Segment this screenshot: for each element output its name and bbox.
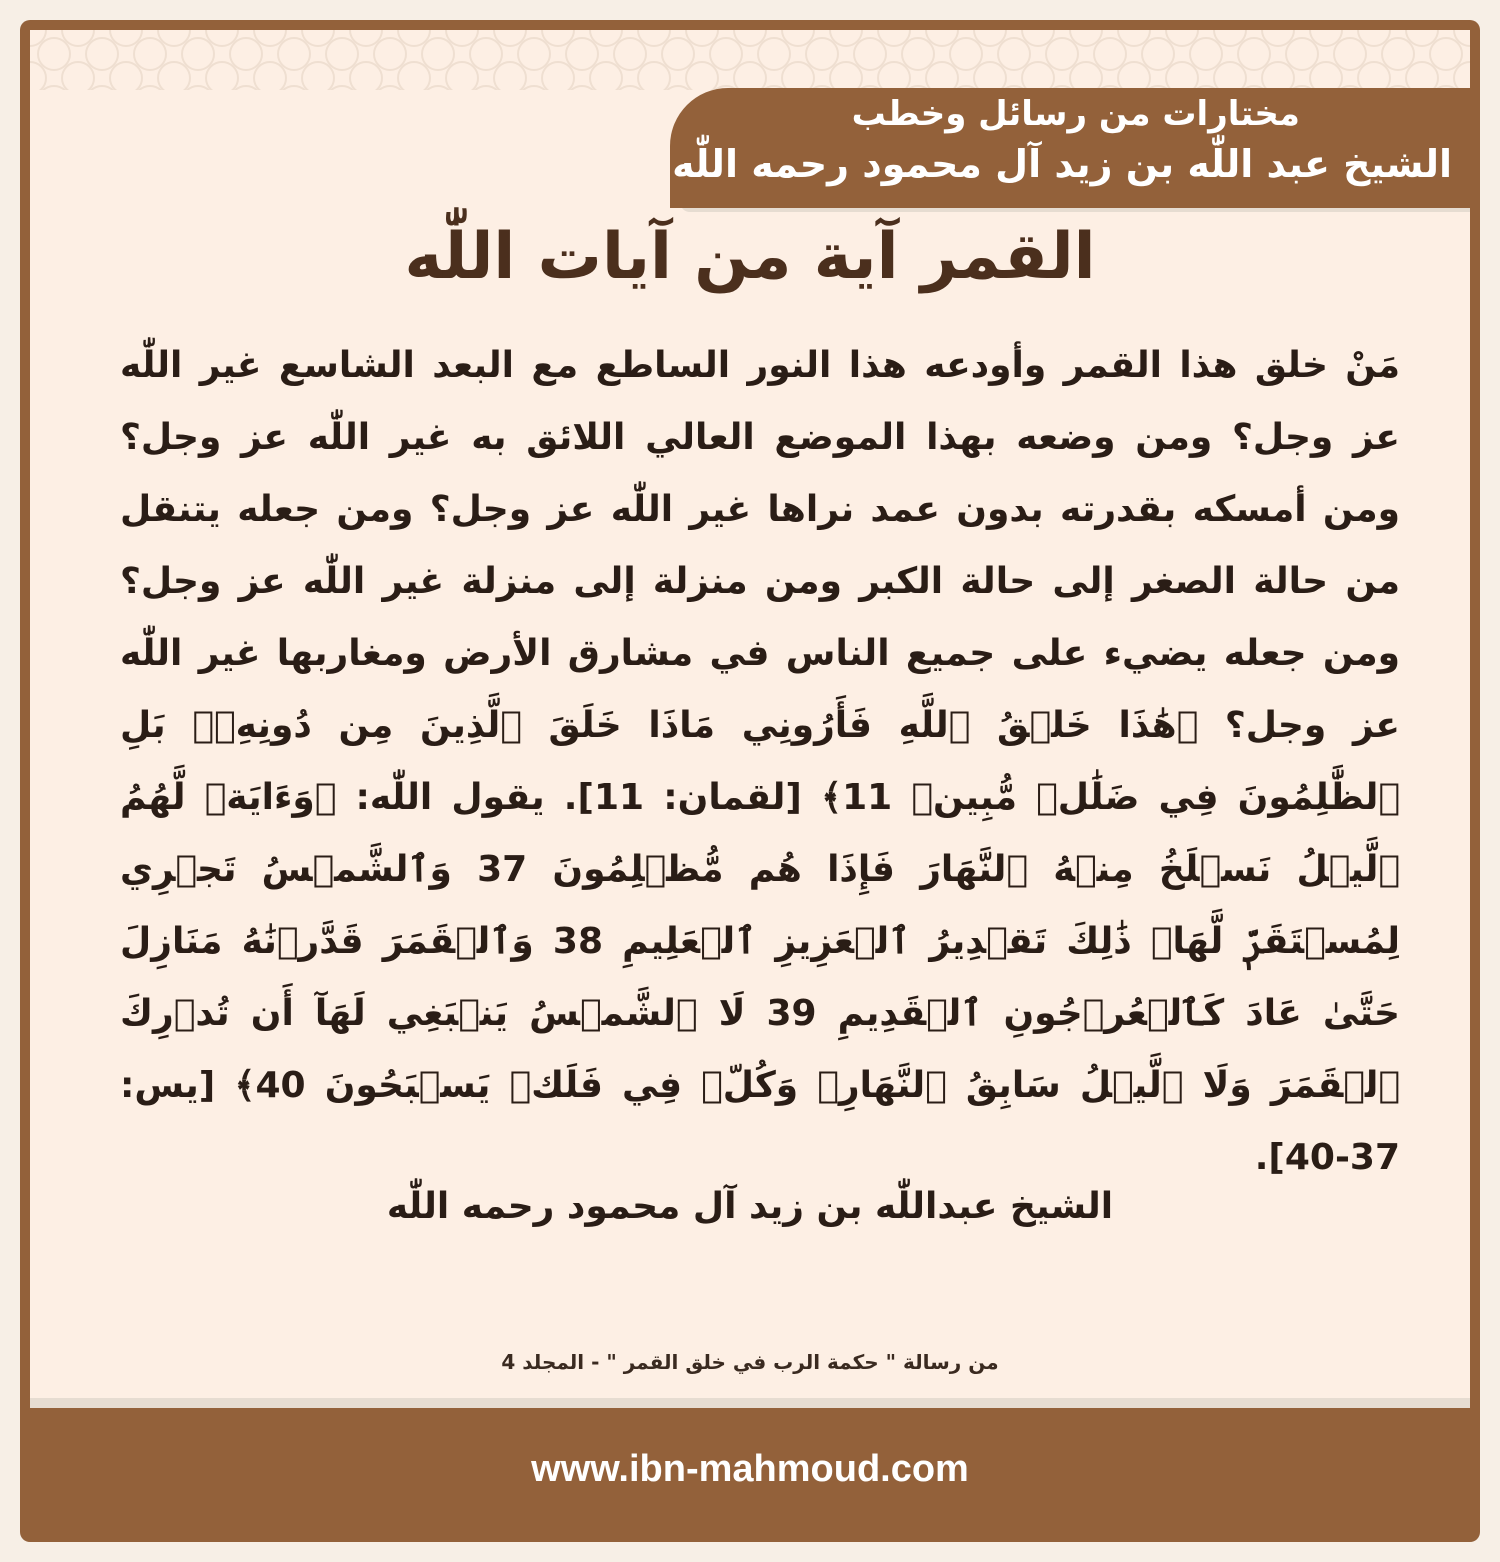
series-author: الشيخ عبد اللّٰه بن زيد آل محمود رحمه اللّٰه <box>672 142 1452 186</box>
header-band <box>670 88 1470 208</box>
author-signature: الشيخ عبداللّٰه بن زيد آل محمود رحمه اللّٰه <box>386 1186 1114 1227</box>
article-body: مَنْ خلق هذا القمر وأودعه هذا النور الساطع مع البعد الشاسع غير اللّٰه عز وجل؟ ومن وضعه بهذا الموضع العالي اللائق به غير اللّٰه عز وجل؟ ومن أمسكه بقدرته بدون عمد نراها غير اللّٰه عز وجل؟ ومن جعله يتنقل من حالة الصغر إلى حالة الكبر ومن منزلة إلى منزلة غير اللّٰه عز وجل؟ ومن جعله يضيء على جميع الناس في مشارق الأرض ومغاربها غير اللّٰه عز وجل؟ ﴿هَٰذَا خَلۡقُ ٱللَّهِ فَأَرُونِي مَاذَا خَلَقَ ٱلَّذِينَ مِن دُونِهِۦۚ بَلِ ٱلظَّٰلِمُونَ فِي ضَلَٰلٖ مُّبِينٖ 11﴾ [لقمان: 11]. يقول اللّٰه: ﴿وَءَايَةٞ لَّهُمُ ٱلَّيۡلُ نَسۡلَخُ مِنۡهُ ٱلنَّهَارَ فَإِذَا هُم مُّظۡلِمُونَ 37 وَٱلشَّمۡسُ تَجۡرِي لِمُسۡتَقَرّٖ لَّهَاۚ ذَٰلِكَ تَقۡدِيرُ ٱلۡعَزِيزِ ٱلۡعَلِيمِ 38 وَٱلۡقَمَرَ قَدَّرۡنَٰهُ مَنَازِلَ حَتَّىٰ عَادَ كَٱلۡعُرۡجُونِ ٱلۡقَدِيمِ 39 لَا ٱلشَّمۡسُ يَنۢبَغِي لَهَآ أَن تُدۡرِكَ ٱلۡقَمَرَ وَلَا ٱلَّيۡلُ سَابِقُ ٱلنَّهَارِۚ وَكُلّٞ فِي فَلَكٖ يَسۡبَحُونَ 40﴾ [يس: 37-40]. <box>120 345 1401 1178</box>
website-url[interactable]: www.ibn-mahmoud.com <box>531 1448 969 1490</box>
poster-card <box>20 20 1480 1542</box>
source-reference: من رسالة " حكمة الرب في خلق القمر " - المجلد 4 <box>501 1350 999 1374</box>
ornament-pattern <box>30 30 1470 90</box>
bottom-divider <box>30 1398 1470 1408</box>
page-title: القمر آية من آيات اللّٰه <box>404 220 1096 294</box>
series-title: مختارات من رسائل وخطب <box>851 94 1300 134</box>
